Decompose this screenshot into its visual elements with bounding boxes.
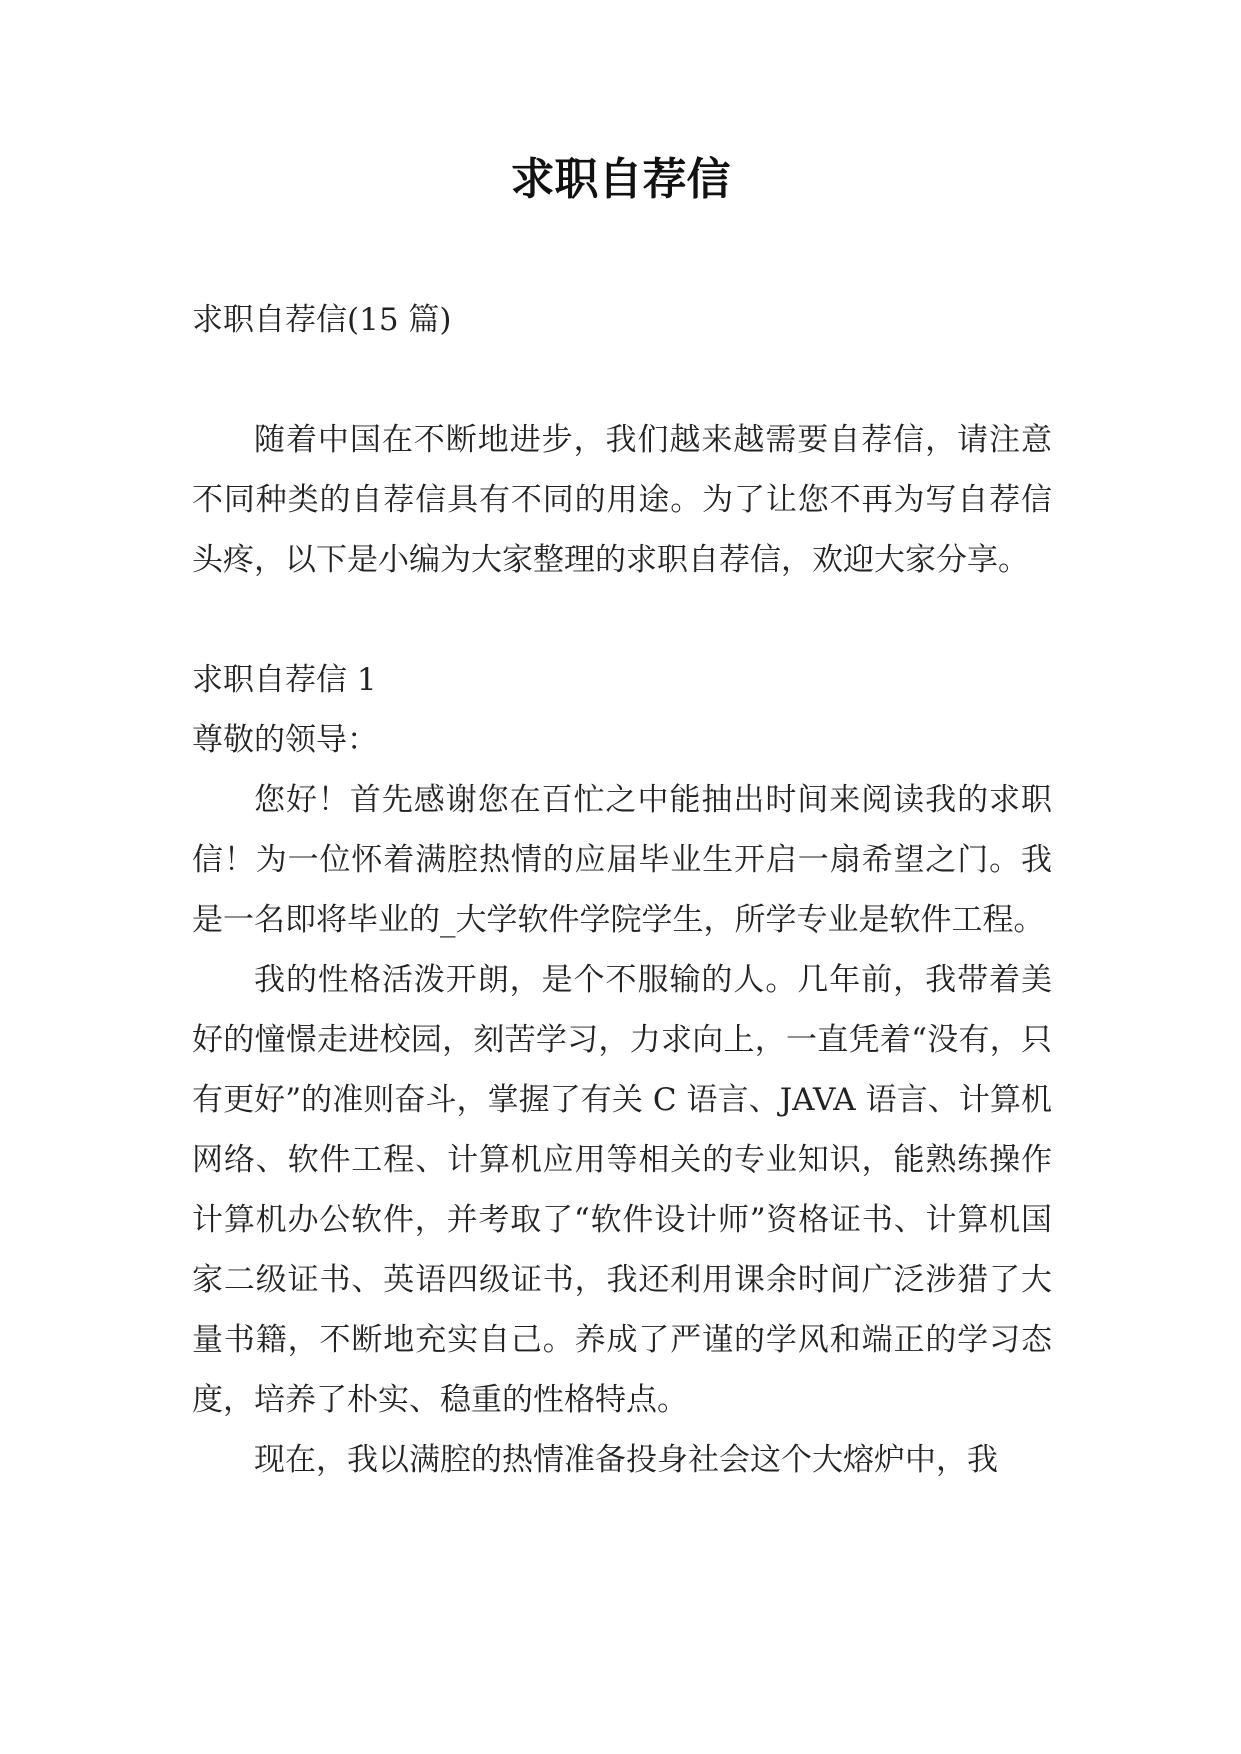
body-paragraph: 现在，我以满腔的热情准备投身社会这个大熔炉中，我: [254, 1442, 998, 1478]
intro-paragraph: 随着中国在不断地进步，我们越来越需要自荐信，请注意不同种类的自荐信具有不同的用途。为了让您不再为写自荐信头疼，以下是小编为大家整理的求职自荐信，欢迎大家分享。: [192, 422, 1052, 578]
body-paragraph: 您好！首先感谢您在百忙之中能抽出时间来阅读我的求职信！为一位怀着满腔热情的应届毕业生开启一扇希望之门。我是一名即将毕业的_大学软件学院学生，所学专业是软件工程。: [192, 782, 1052, 938]
document-title: 求职自荐信: [510, 154, 731, 205]
spacer: [192, 350, 1052, 410]
section-heading: 求职自荐信 1: [192, 662, 377, 698]
spacer: [192, 590, 1052, 650]
body-paragraph: 我的性格活泼开朗，是个不服输的人。几年前，我带着美好的憧憬走进校园，刻苦学习，力求向上，一直凭着“没有，只有更好”的准则奋斗，掌握了有关 C 语言、JAVA 语言、计算机网络、软件工程、计算机应用等相关的专业知识，能熟练操作计算机办公软件，并考取了“软件设计师”资格证书、计算机国家二级证书、英语四级证书，我还利用课余时间广泛涉猎了大量书籍，不断地充实自己。养成了严谨的学风和端正的学习态度，培养了朴实、稳重的性格特点。: [192, 962, 1052, 1418]
salutation: 尊敬的领导：: [192, 722, 378, 758]
document-body: [192, 290, 1052, 1490]
document-subtitle: 求职自荐信(15 篇): [192, 302, 452, 338]
